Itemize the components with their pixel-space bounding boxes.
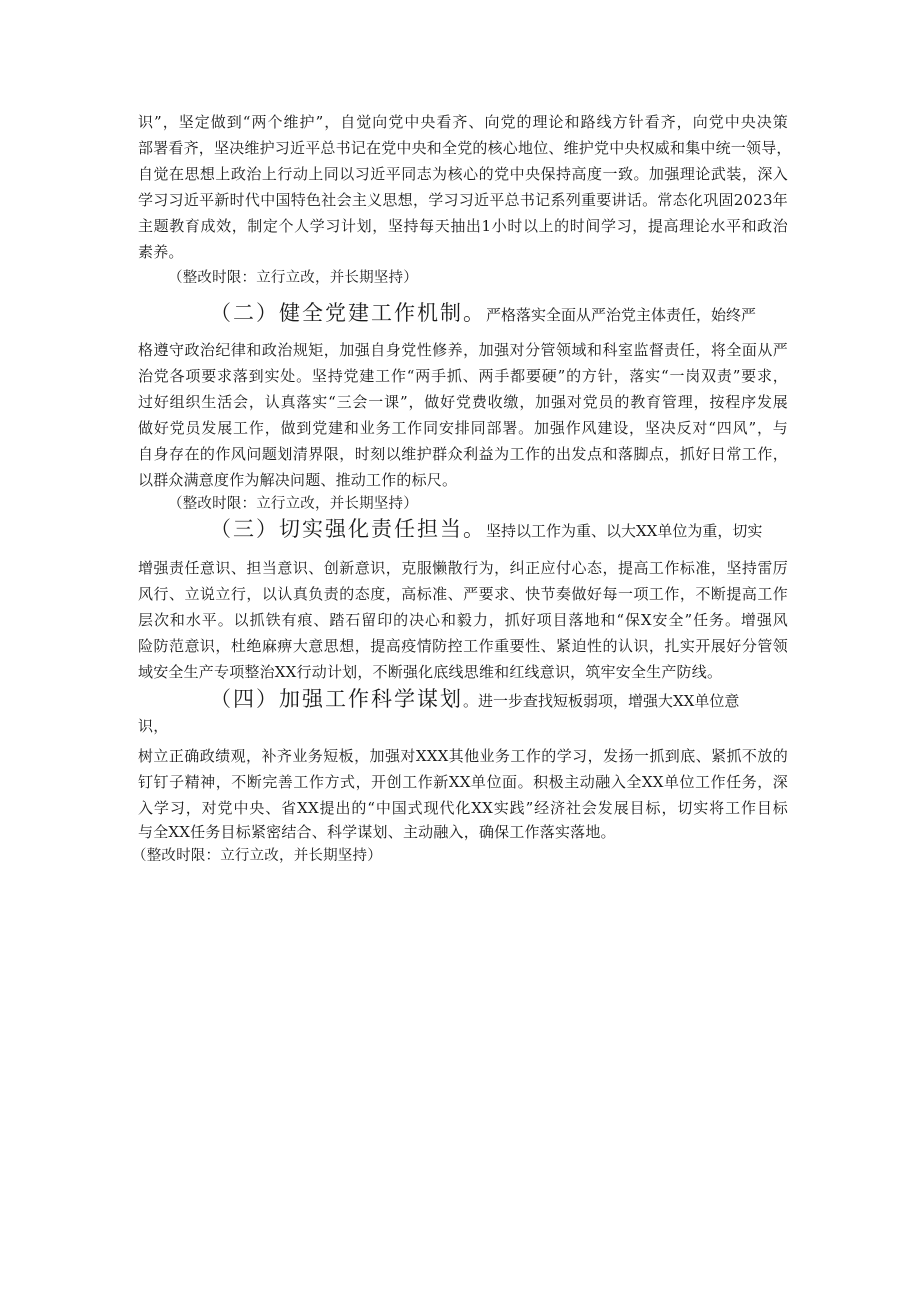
paragraph-line: 风行、立说立行，以认真负责的态度，高标准、严要求、快节奏做好每一项工作，不断提高工作 — [138, 585, 788, 603]
paragraph-line: 钉钉子精神，不断完善工作方式，开创工作新XX单位面。积极主动融入全XX单位工作任务，深 — [138, 773, 788, 791]
paragraph-line: 素养。 — [138, 243, 184, 261]
paragraph-line: 入学习，对党中央、省XX提出的“中国式现代化XX实践”经济社会发展目标，切实将工作目标 — [138, 799, 788, 817]
paragraph-line: 树立正确政绩观，补齐业务短板，加强对XXX其他业务工作的学习，发扬一抓到底、紧抓不放的 — [138, 747, 788, 765]
paragraph-line: 格遵守政治纪律和政治规矩，加强自身党性修养，加强对分管领域和科室监督责任，将全面从严 — [138, 341, 788, 359]
paragraph-line: 域安全生产专项整治XX行动计划，不断强化底线思维和红线意识，筑牢安全生产防线。 — [138, 663, 723, 681]
paragraph-line: 增强责任意识、担当意识、创新意识，克服懒散行为，纠正应付心态，提高工作标准，坚持雷厉 — [138, 559, 788, 577]
heading-continuation: 坚持以工作为重、以大XX单位为重，切实 — [486, 522, 763, 540]
paragraph-line: 识， — [138, 717, 169, 735]
paragraph-line: 部署看齐，坚决维护习近平总书记在党中央和全党的核心地位、维护党中央权威和集中统一领导， — [138, 139, 792, 157]
paragraph-line: 学习习近平新时代中国特色社会主义思想，学习习近平总书记系列重要讲话。常态化巩固2023年 — [138, 191, 788, 209]
deadline-note: （整改时限：立行立改，并长期坚持） — [168, 270, 418, 286]
paragraph-line: 识”，坚定做到“两个维护”，自觉向党中央看齐、向党的理论和路线方针看齐，向党中央决策 — [138, 113, 788, 131]
paragraph-line: 主题教育成效，制定个人学习计划，坚持每天抽出1小时以上的时间学习，提高理论水平和政治 — [138, 217, 788, 235]
heading-title: （二）健全党建工作机制。 — [210, 301, 486, 325]
paragraph-line: 自觉在思想上政治上行动上同以习近平同志为核心的党中央保持高度一致。加强理论武装，深入 — [138, 165, 788, 183]
paragraph-line: 以群众满意度作为解决问题、推动工作的标尺。 — [138, 471, 458, 489]
paragraph-line: 与全XX任务目标紧密结合、科学谋划、主动融入，确保工作落实落地。 — [138, 823, 616, 841]
section-heading-2 — [210, 298, 756, 330]
section-heading-3 — [210, 514, 762, 546]
heading-title: （三）切实强化责任担当。 — [210, 517, 486, 541]
paragraph-line: 过好组织生活会，认真落实“三会一课”，做好党费收缴，加强对党员的教育管理，按程序发展 — [138, 393, 788, 411]
deadline-note: （整改时限：立行立改，并长期坚持） — [132, 848, 382, 864]
section-heading-4 — [210, 684, 739, 716]
heading-continuation: 严格落实全面从严治党主体责任，始终严 — [486, 306, 757, 324]
heading-title: （四）加强工作科学谋划 — [210, 687, 463, 711]
heading-continuation: 。进一步查找短板弱项，增强大XX单位意 — [463, 692, 740, 710]
paragraph-line: 险防范意识，杜绝麻痹大意思想，提高疫情防控工作重要性、紧迫性的认识，扎实开展好分管领 — [138, 637, 788, 655]
paragraph-line: 层次和水平。以抓铁有痕、踏石留印的决心和毅力，抓好项目落地和“保X安全”任务。增强风 — [138, 611, 788, 629]
paragraph-line: 治党各项要求落到实处。坚持党建工作“两手抓、两手都要硬”的方针，落实“一岗双责”要求， — [138, 367, 788, 385]
deadline-note: （整改时限：立行立改，并长期坚持） — [168, 496, 418, 512]
paragraph-line: 自身存在的作风问题划清界限，时刻以维护群众利益为工作的出发点和落脚点，抓好日常工作， — [138, 445, 788, 463]
paragraph-line: 做好党员发展工作，做到党建和业务工作同安排同部署。加强作风建设，坚决反对“四风”，与 — [138, 419, 788, 437]
